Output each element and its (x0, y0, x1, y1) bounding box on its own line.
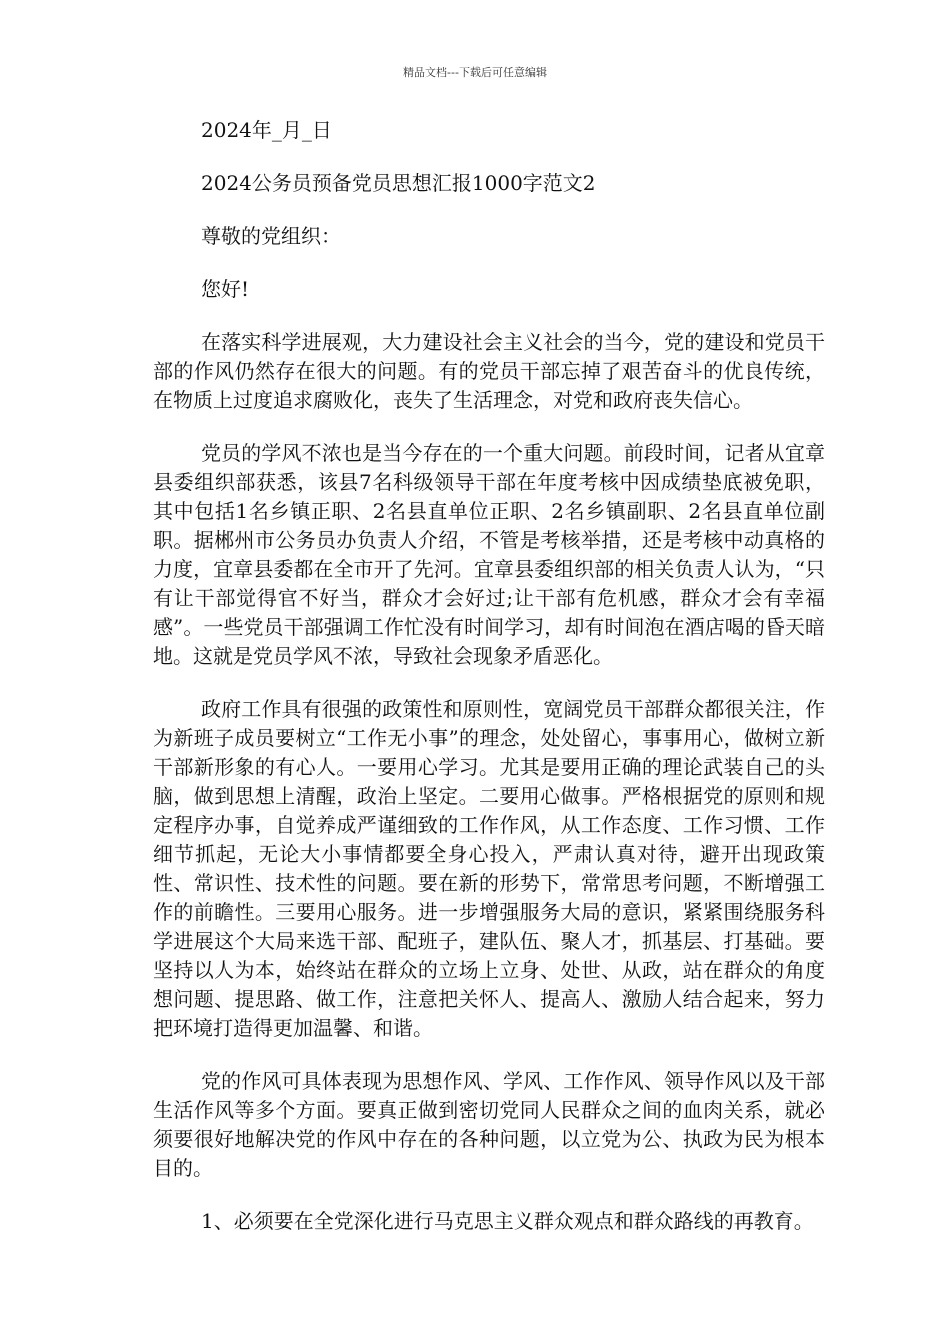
date-line: 2024年_月_日 (201, 118, 332, 142)
paragraph: 政府工作具有很强的政策性和原则性，宽阔党员干部群众都很关注，作为新班子成员要树立“工作无小事”的理念，处处留心，事事用心，做树立新干部新形象的有心人。一要用心学习。尤其是要用正确的理论武装自己的头脑，做到思想上清醒，政治上坚定。二要用心做事。严格根据党的原则和规定程序办事，自觉养成严谨细致的工作作风，从工作态度、工作习惯、工作细节抓起，无论大小事情都要全身心投入，严肃认真对待，避开出现政策性、常识性、技术性的问题。要在新的形势下，常常思考问题，不断增强工作的前瞻性。三要用心服务。进一步增强服务大局的意识，紧紧围绕服务科学进展这个大局来选干部、配班子，建队伍、聚人才，抓基层、打基础。要坚持以人为本，始终站在群众的立场上立身、处世、从政，站在群众的角度想问题、提思路、做工作，注意把关怀人、提高人、激励人结合起来，努力把环境打造得更加温馨、和谐。 (153, 697, 825, 1040)
page-header: 精品文档---下载后可任意编辑 (403, 66, 547, 79)
paragraph: 党的作风可具体表现为思想作风、学风、工作作风、领导作风以及干部生活作风等多个方面。要真正做到密切党同人民群众之间的血肉关系，就必须要很好地解决党的作风中存在的各种问题，以立党为公、执政为民为根本目的。 (153, 1069, 825, 1180)
document-title: 2024公务员预备党员思想汇报1000字范文2 (201, 171, 596, 195)
paragraph: 1、必须要在全党深化进行马克思主义群众观点和群众路线的再教育。 (201, 1209, 814, 1233)
greeting: 您好! (201, 277, 250, 301)
document-body (153, 116, 825, 1260)
paragraph: 党员的学风不浓也是当今存在的一个重大问题。前段时间，记者从宜章县委组织部获悉，该县7名科级领导干部在年度考核中因成绩垫底被免职，其中包括1名乡镇正职、2名县直单位正职、2名乡镇副职、2名县直单位副职。据郴州市公务员办负责人介绍，不管是考核举措，还是考核中动真格的力度，宜章县委都在全市开了先河。宜章县委组织部的相关负责人认为，“只有让干部觉得官不好当，群众才会好过;让干部有危机感，群众才会有幸福感”。一些党员干部强调工作忙没有时间学习，却有时间泡在酒店喝的昏天暗地。这就是党员学风不浓，导致社会现象矛盾恶化。 (153, 441, 825, 668)
salutation: 尊敬的党组织： (201, 224, 341, 248)
paragraph: 在落实科学进展观，大力建设社会主义社会的当今，党的建设和党员干部的作风仍然存在很大的问题。有的党员干部忘掉了艰苦奋斗的优良传统，在物质上过度追求腐败化，丧失了生活理念，对党和政府丧失信心。 (153, 330, 825, 412)
